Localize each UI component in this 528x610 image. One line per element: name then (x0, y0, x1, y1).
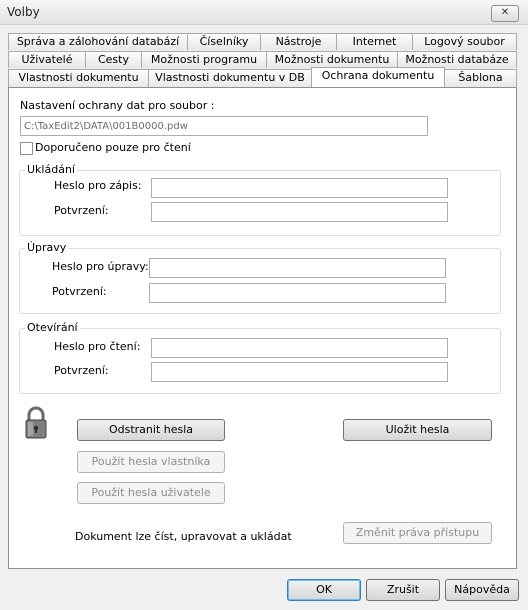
read-confirm-label: Potvrzení: (54, 364, 109, 377)
close-icon: ✕ (500, 7, 510, 18)
change-access-rights-button[interactable]: Změnit práva přístupu (343, 522, 492, 544)
tab-document-options[interactable]: Možnosti dokumentu (266, 51, 398, 68)
tab-document-properties-db[interactable]: Vlastnosti dokumentu v DB (148, 69, 312, 88)
tab-document-protection[interactable]: Ochrana dokumentu (311, 67, 445, 87)
save-group-title: Ukládání (27, 163, 75, 176)
path-label: Nastavení ochrany dat pro soubor : (20, 99, 215, 112)
tab-program-options[interactable]: Možnosti programu (141, 51, 267, 68)
write-password-field[interactable] (151, 178, 448, 198)
help-button[interactable]: Nápověda (445, 579, 519, 601)
tab-database-backup[interactable]: Správa a zálohování databází (8, 33, 188, 50)
edit-confirm-field[interactable] (149, 283, 446, 303)
padlock-icon (24, 406, 48, 440)
remove-passwords-button[interactable]: Odstranit hesla (77, 419, 225, 441)
write-confirm-field[interactable] (151, 202, 448, 222)
tab-database-options[interactable]: Možnosti databáze (397, 51, 517, 68)
recommend-readonly-label[interactable]: Doporučeno pouze pro čtení (35, 141, 191, 154)
tab-panel-document-protection (8, 87, 517, 569)
document-status-text: Dokument lze číst, upravovat a ukládat (75, 530, 292, 543)
edit-confirm-label: Potvrzení: (52, 285, 107, 298)
tab-internet[interactable]: Internet (336, 33, 413, 50)
open-group-title: Otevírání (27, 321, 78, 334)
edit-password-label: Heslo pro úpravy: (52, 260, 149, 273)
tab-log-file[interactable]: Logový soubor (412, 33, 517, 50)
close-button[interactable] (491, 5, 519, 22)
tab-codebooks[interactable]: Číselníky (187, 33, 261, 50)
save-passwords-button[interactable]: Uložit hesla (343, 419, 492, 441)
use-owner-passwords-button[interactable]: Použít hesla vlastníka (77, 451, 225, 473)
read-password-label: Heslo pro čtení: (54, 340, 141, 353)
edit-group-title: Úpravy (27, 241, 67, 254)
use-user-passwords-button[interactable]: Použít hesla uživatele (77, 482, 225, 504)
path-field[interactable] (20, 116, 428, 136)
tab-paths[interactable]: Cesty (85, 51, 142, 68)
write-confirm-label: Potvrzení: (54, 204, 109, 217)
tab-users[interactable]: Uživatelé (8, 51, 86, 68)
read-confirm-field[interactable] (151, 362, 448, 382)
write-password-label: Heslo pro zápis: (54, 179, 142, 192)
cancel-button[interactable]: Zrušit (366, 579, 440, 601)
edit-password-field[interactable] (149, 258, 446, 278)
ok-button[interactable]: OK (287, 579, 361, 601)
tab-template[interactable]: Šablona (444, 69, 517, 88)
tab-tools[interactable]: Nástroje (260, 33, 337, 50)
recommend-readonly-checkbox[interactable] (20, 142, 33, 155)
title-bar (0, 0, 528, 25)
read-password-field[interactable] (151, 338, 448, 358)
tab-document-properties[interactable]: Vlastnosti dokumentu (8, 69, 149, 88)
window-title: Volby (7, 5, 40, 19)
